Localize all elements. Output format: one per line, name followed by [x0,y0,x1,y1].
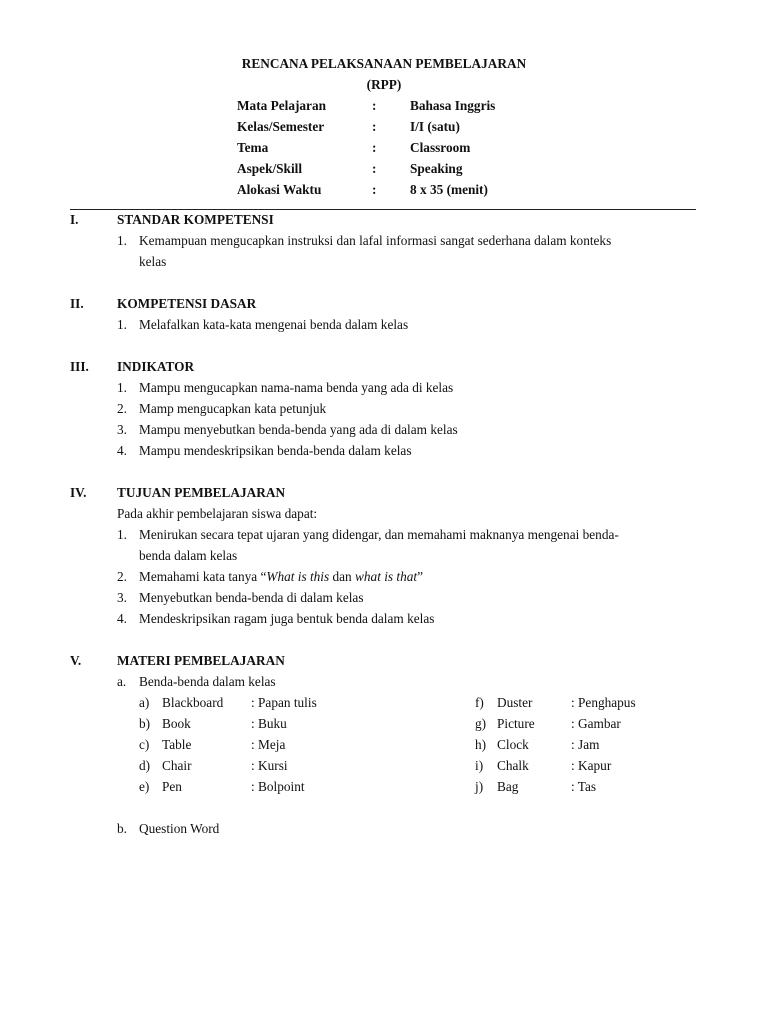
document-subtitle: (RPP) [366,77,402,92]
header-field-label: Alokasi Waktu [237,182,322,197]
vocab-english: Bag [497,779,519,794]
header-field-value: Classroom [410,140,471,155]
header-field-value: Bahasa Inggris [410,98,496,113]
list-item-number: 2. [117,401,127,416]
header-field-colon: : [372,98,377,113]
header-field-label: Kelas/Semester [237,119,325,134]
vocab-letter: a) [139,695,150,710]
vocab-letter: d) [139,758,151,773]
header-field-colon: : [372,119,377,134]
vocab-letter: h) [475,737,487,752]
section-number: III. [70,359,89,374]
list-item-number: 2. [117,569,127,584]
section-number: I. [70,212,79,227]
header-field-label: Aspek/Skill [237,161,303,176]
sublist-letter: b. [117,821,127,836]
list-item-text: Melafalkan kata-kata mengenai benda dalam kelas [139,317,409,332]
vocab-indonesian: : Jam [571,737,600,752]
vocab-letter: i) [475,758,484,773]
vocab-english: Chalk [497,758,529,773]
list-item-number: 4. [117,611,127,626]
list-item-number: 1. [117,317,127,332]
header-field-value: 8 x 35 (menit) [410,182,488,197]
section-heading: STANDAR KOMPETENSI [117,212,274,227]
vocab-indonesian: : Kapur [571,758,612,773]
vocab-letter: e) [139,779,150,794]
list-item-text: Kemampuan mengucapkan instruksi dan lafal informasi sangat sederhana dalam konteks [139,233,612,248]
section-heading: MATERI PEMBELAJARAN [117,653,285,668]
list-item-number: 4. [117,443,127,458]
header-field-label: Tema [237,140,269,155]
sublist-label: Benda-benda dalam kelas [139,674,276,689]
vocab-english: Blackboard [162,695,224,710]
vocab-letter: c) [139,737,150,752]
section-number: II. [70,296,84,311]
text-segment: dan [329,569,356,584]
vocab-english: Duster [497,695,533,710]
list-item-text: Mampu mendeskripsikan benda-benda dalam kelas [139,443,412,458]
vocab-letter: j) [475,779,484,794]
section-intro: Pada akhir pembelajaran siswa dapat: [117,506,318,521]
section-number: IV. [70,485,87,500]
text-segment: Memahami kata tanya “ [139,569,267,584]
vocab-english: Table [162,737,192,752]
italic-phrase: What is this [266,569,330,584]
section-number: V. [70,653,82,668]
vocab-indonesian: : Papan tulis [251,695,317,710]
sublist-label: Question Word [139,821,220,836]
italic-phrase: what is that [355,569,418,584]
list-item-number: 1. [117,233,127,248]
vocab-indonesian: : Bolpoint [251,779,305,794]
list-item-text: kelas [139,254,167,269]
vocab-indonesian: : Meja [251,737,286,752]
vocab-english: Clock [497,737,529,752]
list-item-text: Menirukan secara tepat ujaran yang didengar, dan memahami maknanya mengenai benda- [139,527,619,542]
text-segment: ” [417,569,424,584]
header-field-value: Speaking [410,161,463,176]
list-item-text: Menyebutkan benda-benda di dalam kelas [139,590,364,605]
list-item-number: 3. [117,590,127,605]
vocab-english: Chair [162,758,192,773]
header-field-colon: : [372,140,377,155]
header-field-value: I/I (satu) [410,119,460,134]
list-item-text: Mampu mengucapkan nama-nama benda yang ada di kelas [139,380,454,395]
list-item-number: 3. [117,422,127,437]
vocab-indonesian: : Tas [571,779,597,794]
vocab-indonesian: : Kursi [251,758,288,773]
vocab-letter: b) [139,716,151,731]
section-heading: TUJUAN PEMBELAJARAN [117,485,286,500]
sublist-letter: a. [117,674,127,689]
list-item-text: Mampu menyebutkan benda-benda yang ada di dalam kelas [139,422,458,437]
section-heading: KOMPETENSI DASAR [117,296,257,311]
header-field-colon: : [372,182,377,197]
vocab-english: Picture [497,716,535,731]
vocab-english: Pen [162,779,182,794]
vocab-english: Book [162,716,191,731]
list-item-number: 1. [117,380,127,395]
header-field-colon: : [372,161,377,176]
list-item-text: Mendeskripsikan ragam juga bentuk benda dalam kelas [139,611,435,626]
vocab-indonesian: : Penghapus [571,695,636,710]
list-item-number: 1. [117,527,127,542]
list-item-text [139,569,423,585]
vocab-indonesian: : Buku [251,716,287,731]
header-divider [70,209,696,210]
header-field-label: Mata Pelajaran [237,98,326,113]
list-item-text: benda dalam kelas [139,548,238,563]
section-heading: INDIKATOR [117,359,195,374]
vocab-indonesian: : Gambar [571,716,621,731]
vocab-letter: g) [475,716,487,731]
vocab-letter: f) [475,695,484,710]
list-item-text: Mamp mengucapkan kata petunjuk [139,401,327,416]
document-title: RENCANA PELAKSANAAN PEMBELAJARAN [241,56,527,71]
